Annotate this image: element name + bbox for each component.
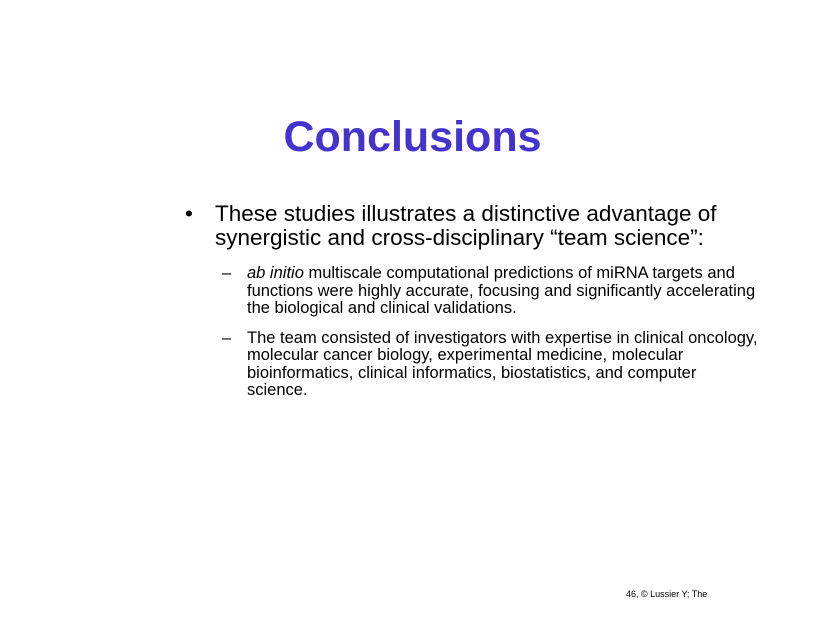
slide-footer: 46, © Lussier Y; The xyxy=(626,589,708,599)
sub-item-team xyxy=(222,330,760,400)
sub-item-ab-initio xyxy=(222,265,760,318)
bullet-list xyxy=(185,202,760,412)
slide-title: Conclusions xyxy=(283,113,542,161)
sub-item-body: The team consisted of investigators with expertise in clinical oncology, molecular cancer biology, experimental medicine, molecular bioinformatics, clinical informatics, biostatistics, and computer science. xyxy=(247,328,758,399)
sub-item-text xyxy=(247,265,760,318)
sub-item-marker: – xyxy=(222,264,232,282)
sub-item-body: multiscale computational predictions of miRNA targets and functions were highly accurate, focusing and significantly accelerating the biological and clinical validations. xyxy=(247,264,756,317)
bullet-item xyxy=(185,202,760,250)
sub-item-marker: – xyxy=(222,328,232,347)
bullet-text: These studies illustrates a distinctive advantage of synergistic and cross-disciplinary “team science”: xyxy=(215,201,717,250)
sub-list xyxy=(222,265,760,400)
sub-item-text xyxy=(247,330,760,400)
sub-item-italic-lead: ab initio xyxy=(247,264,304,282)
bullet-marker: • xyxy=(185,201,193,226)
